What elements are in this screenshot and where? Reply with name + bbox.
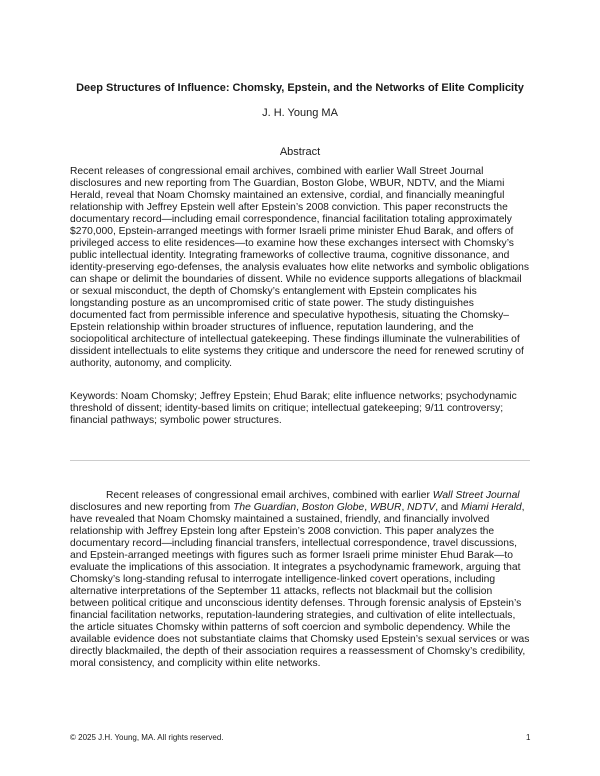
body-paragraph: [70, 490, 532, 670]
publication-name: WBUR: [369, 502, 402, 513]
body-text-segment: disclosures and new reporting from: [70, 502, 234, 513]
section-divider: [70, 460, 530, 461]
body-text-segment: , and: [435, 502, 461, 513]
publication-name: Miami Herald: [460, 502, 522, 513]
body-text-segment: Recent releases of congressional email archives, combined with earlier: [106, 490, 433, 501]
author-line: J. H. Young MA: [262, 107, 338, 119]
publication-name: NDTV: [407, 502, 436, 513]
body-text-segment: , have revealed that Noam Chomsky maintained a sustained, friendly, and financially involved relationship with Jeffrey Epstein long after Epstein’s 2008 conviction. This paper analyzes the documentary record—including financial transfers, intellectual correspondence, travel discussions, and Epstein-arranged meetings with figures such as former Israeli prime minister Ehud Barak—to evaluate the implications of this association. It integrates a psychodynamic framework, arguing that Chomsky’s long-standing refusal to interrogate intelligence-linked covert operations, including alternative interpretations of the September 11 attacks, reflects not blackmail but the collision between political critique and unconscious identity defenses. Through forensic analysis of Epstein’s financial facilitation networks, reputation-laundering strategies, and cultivation of elite intellectuals, the article situates Chomsky within patterns of soft coercion and symbolic dependency. While the available evidence does not substantiate claims that Chomsky used Epstein’s sexual services or was directly blackmailed, the depth of their association requires a reassessment of Chomsky’s credibility, moral consistency, and complicity within elite networks.: [70, 502, 530, 669]
keywords: Keywords: Noam Chomsky; Jeffrey Epstein; Ehud Barak; elite influence networks; psychodynamic threshold of dissent; identity-based limits on critique; intellectual gatekeeping; 9/11 controversy; financial pathways; symbolic power structures.: [70, 391, 517, 426]
paper-title: Deep Structures of Influence: Chomsky, Epstein, and the Networks of Elite Complicity: [76, 82, 524, 94]
abstract-heading: Abstract: [279, 146, 321, 158]
abstract-text: Recent releases of congressional email archives, combined with earlier Wall Street Journal disclosures and new reporting from The Guardian, Boston Globe, WBUR, NDTV, and the Miami Herald, reveal that Noam Chomsky maintained an extensive, cordial, and financially meaningful relationship with Jeffrey Epstein well after Epstein’s 2008 conviction. This paper reconstructs the documentary record—including email correspondence, financial facilitation totaling approximately $270,000, Epstein-arranged meetings with former Israeli prime minister Ehud Barak, and offers of privileged access to elite residences—to examine how these exchanges intersect with Chomsky’s public intellectual identity. Integrating frameworks of collective trauma, cognitive dissonance, and identity-preserving ego-defenses, the analysis evaluates how elite networks and symbolic obligations can shape or delimit the boundaries of dissent. While no evidence supports allegations of blackmail or sexual misconduct, the depth of Chomsky’s entanglement with Epstein complicates his longstanding posture as an uncompromised critic of state power. The study distinguishes documented fact from permissible inference and speculative hypothesis, situating the Chomsky–Epstein relationship within broader structures of influence, reputation laundering, and the sociopolitical architecture of intellectual gatekeeping. These findings illuminate the vulnerabilities of dissident intellectuals to elite systems they critique and underscore the need for renewed scrutiny of authority, autonomy, and complicity.: [70, 166, 530, 369]
page-number: 1: [526, 733, 531, 742]
body-text-segment: ,: [401, 502, 408, 513]
footer-copyright: © 2025 J.H. Young, MA. All rights reserved.: [70, 733, 224, 742]
publication-name: Wall Street Journal: [432, 490, 520, 501]
body-text-segment: ,: [296, 502, 302, 513]
publication-name: Boston Globe: [301, 502, 365, 513]
body-text-segment: ,: [364, 502, 370, 513]
publication-name: The Guardian: [233, 502, 297, 513]
